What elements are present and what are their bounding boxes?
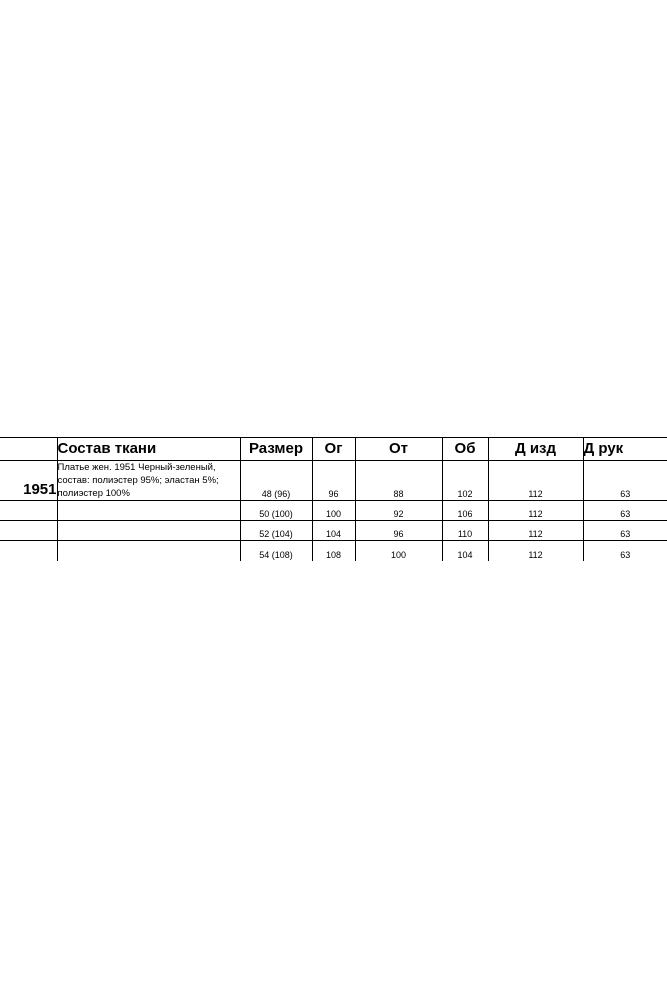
table-row: [0, 521, 667, 541]
og-cell: 104: [312, 521, 355, 541]
empty-cell: [57, 501, 240, 521]
size-cell: 54 (108): [240, 541, 312, 561]
d-ruk-cell: 63: [583, 521, 667, 541]
header-row: [0, 438, 667, 461]
empty-cell: [0, 501, 57, 521]
size-cell: 48 (96): [240, 461, 312, 501]
header-ot: От: [355, 438, 442, 461]
header-d-ruk: Д рук: [583, 438, 667, 461]
size-chart-table: [0, 437, 667, 561]
table-row: [0, 541, 667, 561]
description-line: состав: полиэстер 95%; эластан 5%;: [57, 475, 219, 486]
ob-cell: 106: [442, 501, 488, 521]
header-composition: Состав ткани: [57, 438, 240, 461]
ob-cell: 110: [442, 521, 488, 541]
d-izd-cell: 112: [488, 501, 583, 521]
table-row: [0, 461, 667, 501]
size-cell: 52 (104): [240, 521, 312, 541]
header-og: Ог: [312, 438, 355, 461]
d-izd-cell: 112: [488, 461, 583, 501]
d-izd-cell: 112: [488, 521, 583, 541]
d-ruk-cell: 63: [583, 461, 667, 501]
ot-cell: 100: [355, 541, 442, 561]
og-cell: 100: [312, 501, 355, 521]
header-size: Размер: [240, 438, 312, 461]
description-line: Платье жен. 1951 Черный-зеленый,: [57, 462, 216, 473]
empty-cell: [57, 521, 240, 541]
header-ob: Об: [442, 438, 488, 461]
header-blank-cell: [0, 438, 57, 461]
d-ruk-cell: 63: [620, 549, 631, 560]
d-izd-cell: 112: [488, 541, 583, 561]
d-ruk-cell: 63: [583, 501, 667, 521]
table-row: [0, 501, 667, 521]
header-d-izd: Д изд: [488, 438, 583, 461]
article-number: 1951: [0, 461, 57, 501]
size-cell: 50 (100): [240, 501, 312, 521]
ob-cell: 104: [442, 541, 488, 561]
ob-cell: 102: [442, 461, 488, 501]
description-line: полиэстер 100%: [57, 488, 130, 499]
og-cell: 96: [312, 461, 355, 501]
empty-cell: [0, 521, 57, 541]
og-cell: 108: [312, 541, 355, 561]
empty-cell: [0, 541, 57, 561]
ot-cell: 92: [355, 501, 442, 521]
ot-cell: 88: [355, 461, 442, 501]
empty-cell: [57, 541, 240, 561]
product-description: [57, 461, 240, 501]
ot-cell: 96: [355, 521, 442, 541]
